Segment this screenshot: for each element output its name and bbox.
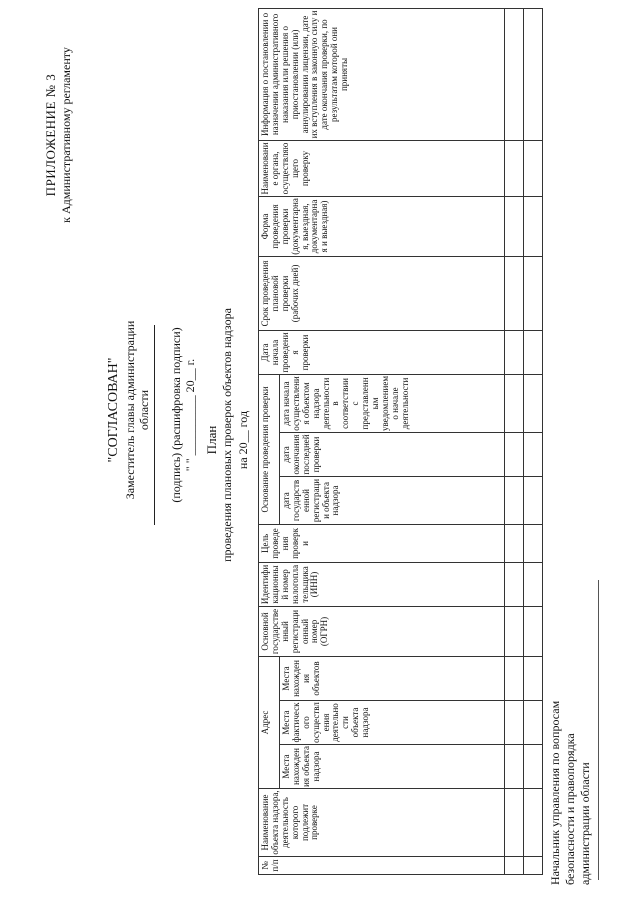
plan-title: План [204, 425, 219, 455]
header-num: № п/п [259, 857, 505, 875]
header-address-objects: Места нахождения объектов [280, 656, 505, 700]
header-address: Адрес [259, 656, 280, 788]
header-address-actual: Места фактического осуществления деятельности объекта надзора [280, 701, 505, 745]
approval-date-line: " " __________ 20__ г. [183, 358, 197, 472]
header-inn: Идентификационный номер налогоплательщика (ИНН) [259, 562, 505, 606]
table-row [505, 8, 524, 874]
header-basis-registration: дата государственной регистрации объекта надзора [280, 476, 505, 524]
signer-signature-line [598, 580, 599, 880]
signer-block [548, 465, 593, 885]
header-goal: Цель проведения проверки [259, 524, 505, 562]
plan-year: на 20__ год [236, 410, 250, 470]
header-basis-last-check: дата окончания последней проверки [280, 432, 505, 476]
appendix-title: ПРИЛОЖЕНИЕ № 3 [43, 73, 58, 197]
header-form: Форма проведения проверки (документарная, выездная, документарная и выездная) [259, 196, 505, 256]
plan-subtitle: проведения плановых проверок объектов надзора [220, 308, 234, 562]
approval-position: Заместитель главы администрации [123, 320, 137, 500]
signer-line-1: Начальник управления по вопросам [548, 700, 562, 885]
header-start-date: Дата начала проведения проверки [259, 330, 505, 374]
header-name: Наименование объекта надзора, деятельность которого подлежит проверке [259, 789, 505, 857]
signature-line [154, 325, 155, 525]
appendix-subtitle: к Административному регламенту [59, 47, 73, 223]
table-row [524, 8, 543, 874]
header-org: Наименование органа, осуществляющего проверку [259, 140, 505, 196]
header-address-location: Места нахождения объекта надзора [280, 745, 505, 789]
inspection-plan-table [258, 8, 543, 875]
header-info: Информация о постановлении о назначении административного наказания или решения о приостановлении (или) аннулировании лицензии, дате их вступления в законную силу и дате окончания проверки, по результатам которой они приняты [259, 8, 505, 140]
header-basis: Основание проведения проверки [259, 374, 280, 524]
approval-region: области [137, 389, 151, 431]
table-header-row [259, 8, 280, 874]
header-term: Срок проведения плановой проверки (рабочих дней) [259, 256, 505, 330]
signer-line-3: администрации области [578, 762, 592, 885]
header-ogrn: Основной государственный регистрационный номер (ОГРН) [259, 606, 505, 656]
approval-stamp: "СОГЛАСОВАН" [106, 357, 121, 463]
header-basis-activity-start: дата начала осуществления объектом надзора деятельности в соответствии с представленным уведомлением о начале деятельности [280, 374, 505, 432]
signer-line-2: безопасности и правопорядка [563, 733, 577, 885]
signature-caption: (подпись) (расшифровка подписи) [169, 327, 183, 503]
